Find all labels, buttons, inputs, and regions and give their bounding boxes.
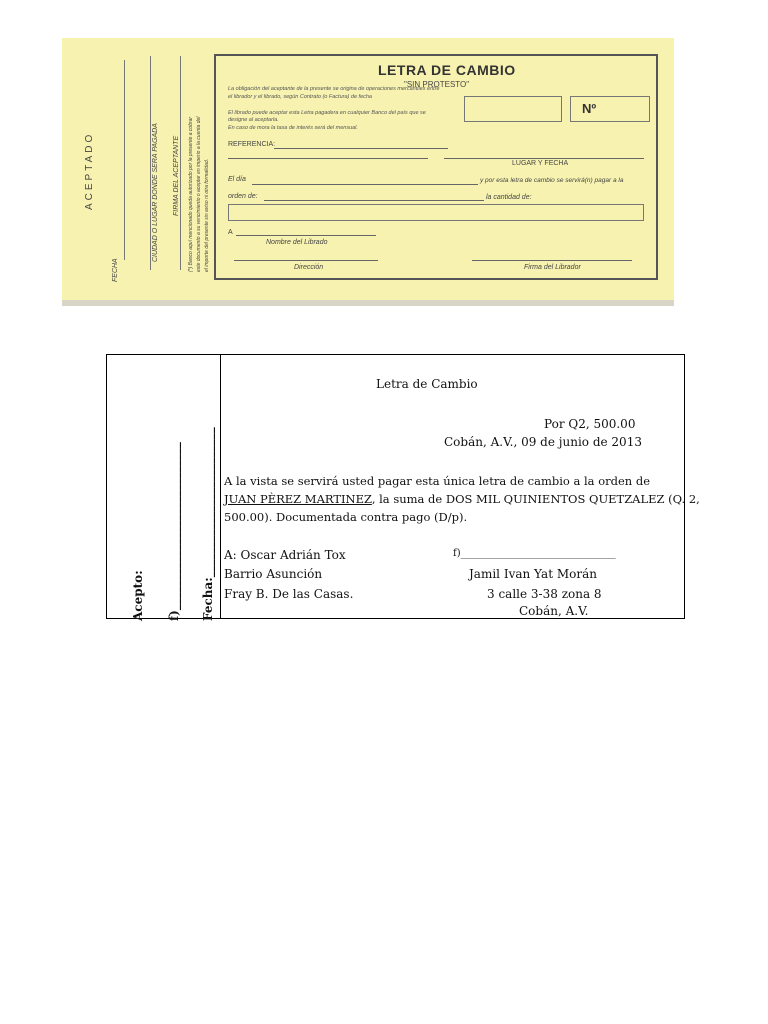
el-dia-line bbox=[252, 184, 478, 185]
cantidad-box bbox=[228, 204, 644, 221]
note-2b: designe al aceptarla. bbox=[228, 117, 279, 123]
drawee-address-1: Barrio Asunción bbox=[224, 567, 323, 581]
el-dia-label: El día bbox=[228, 176, 246, 183]
referencia-line bbox=[274, 148, 448, 149]
a-label: A bbox=[228, 229, 233, 236]
form-title: LETRA DE CAMBIO bbox=[378, 62, 516, 78]
note-1a: La obligación del aceptante de la presente se origina de operaciones mercantiles entre bbox=[228, 86, 440, 92]
direccion-label: Dirección bbox=[294, 264, 324, 271]
stub-note-3: el importe del presente sin aviso ni otra formalidad. bbox=[204, 158, 210, 272]
stub-divider bbox=[220, 355, 221, 618]
servira-label: y por esta letra de cambio se servirá(n) pagar a la bbox=[480, 177, 624, 184]
firma-librador-label: Firma del Librador bbox=[524, 264, 581, 271]
number-label: Nº bbox=[582, 101, 597, 116]
stub-line-1 bbox=[124, 60, 125, 260]
orden-de-label: orden de: bbox=[228, 193, 258, 200]
stub-fecha: FECHA bbox=[112, 258, 119, 282]
fecha-label: Fecha:_________________________ bbox=[201, 427, 215, 621]
drawee-address-2: Fray B. De las Casas. bbox=[224, 587, 354, 601]
cantidad-label: la cantidad de: bbox=[486, 194, 532, 201]
stub-aceptado: ACEPTADO bbox=[84, 131, 95, 210]
stub-note-2: este documento a su vencimiento o aceptar en imperio a la cuenta del bbox=[196, 116, 202, 272]
place-date: Cobán, A.V., 09 de junio de 2013 bbox=[444, 435, 642, 449]
orden-de-line bbox=[264, 200, 484, 201]
form-subtitle: "SIN PROTESTO" bbox=[404, 80, 470, 89]
stub-line-2 bbox=[150, 56, 151, 270]
drawer-address-1: 3 calle 3-38 zona 8 bbox=[487, 587, 602, 601]
firma-librador-line bbox=[472, 260, 632, 261]
note-1b: el librador y el librado, según Contrato (o Factura) de fecha bbox=[228, 94, 372, 100]
lugar-fecha-label: LUGAR Y FECHA bbox=[512, 160, 569, 167]
referencia-label: REFERENCIA: bbox=[228, 141, 276, 148]
acceptor-signature-line: f)____________________________ bbox=[167, 442, 181, 621]
drawer-name: Jamil Ivan Yat Morán bbox=[469, 567, 597, 581]
amount: Por Q2, 500.00 bbox=[544, 417, 636, 431]
doc-title: Letra de Cambio bbox=[376, 377, 478, 391]
drawee-name: A: Oscar Adrián Tox bbox=[224, 548, 346, 562]
direccion-line bbox=[234, 260, 378, 261]
stub-ciudad: CIUDAD O LUGAR DONDE SERA PAGADA bbox=[152, 123, 159, 262]
scan-edge bbox=[62, 300, 674, 306]
body-line-3: 500.00). Documentada contra pago (D/p). bbox=[224, 510, 468, 524]
body-line-2 bbox=[224, 492, 700, 506]
drawer-signature-line: f)_______________________________ bbox=[453, 548, 616, 559]
stub-line-3 bbox=[180, 56, 181, 270]
a-line bbox=[236, 235, 376, 236]
lugar-fecha-line bbox=[444, 158, 644, 159]
nombre-librado-label: Nombre del Librado bbox=[266, 239, 328, 246]
amount-box bbox=[464, 96, 562, 122]
body-line-2-rest: , la suma de DOS MIL QUINIENTOS QUETZALEZ (Q. 2, bbox=[371, 492, 700, 506]
note-2a: El librado puede aceptar esta Letra pagadera en cualquier Banco del país que se bbox=[228, 110, 426, 116]
drawer-address-2: Cobán, A.V. bbox=[519, 604, 589, 618]
payee-name: JUAN PÈREZ MARTINEZ bbox=[224, 492, 372, 506]
letra-document bbox=[106, 354, 700, 621]
referencia-line-2 bbox=[228, 158, 428, 159]
note-3: En caso de mora la tasa de interés será del mensual. bbox=[228, 125, 358, 131]
stub-firma-aceptante: FIRMA DEL ACEPTANTE bbox=[173, 135, 180, 216]
stub-note-1: (*) Banco aquí mencionado queda autorizado por la presente a cobrar bbox=[188, 116, 194, 272]
body-line-1: A la vista se servirá usted pagar esta única letra de cambio a la orden de bbox=[224, 474, 651, 488]
acepto-label: Acepto: bbox=[131, 570, 145, 621]
